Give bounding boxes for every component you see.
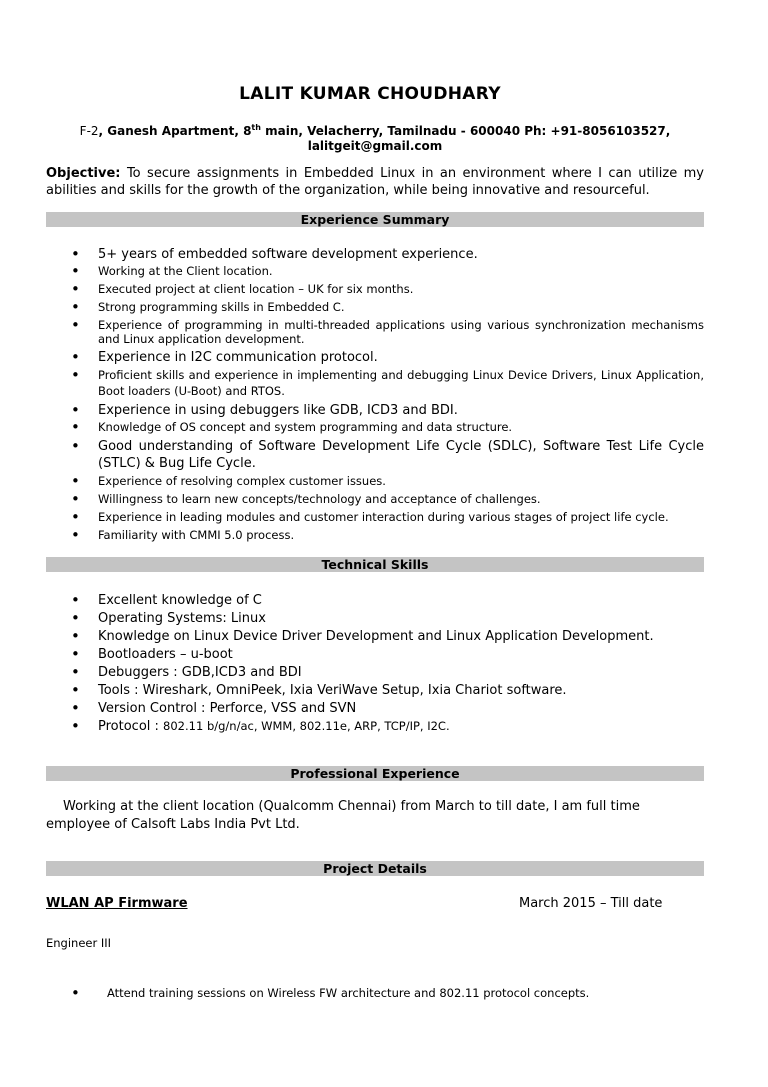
list-item: • Experience of programming in multi-threaded applications using various synchronization mechanisms and Linux application development. bbox=[46, 318, 704, 346]
list-item: • Knowledge on Linux Device Driver Development and Linux Application Development. bbox=[46, 628, 704, 645]
address-prefix: F-2 bbox=[79, 124, 99, 138]
section-project-details: Project Details bbox=[46, 861, 704, 876]
section-experience-summary: Experience Summary bbox=[46, 212, 704, 227]
project-role: Engineer III bbox=[46, 936, 112, 950]
list-item: • Operating Systems: Linux bbox=[46, 610, 704, 627]
project-title: WLAN AP Firmware bbox=[46, 896, 188, 911]
list-item: • Experience of resolving complex customer issues. bbox=[46, 474, 704, 489]
address-part1: , Ganesh Apartment, 8 bbox=[98, 124, 252, 138]
list-item: • Experience in leading modules and customer interaction during various stages of project life cycle. bbox=[46, 510, 704, 525]
list-item: • Experience in I2C communication protocol. bbox=[46, 349, 704, 366]
protocol-value: 802.11 b/g/n/ac, WMM, 802.11e, ARP, TCP/IP, I2C. bbox=[163, 719, 450, 733]
list-item: • Willingness to learn new concepts/technology and acceptance of challenges. bbox=[46, 492, 704, 507]
project-responsibilities-list bbox=[46, 986, 704, 1001]
professional-experience-text: Working at the client location (Qualcomm Chennai) from March to till date, I am full time employee of Calsoft Labs India Pvt Ltd. bbox=[46, 799, 640, 832]
list-item: • Tools : Wireshark, OmniPeek, Ixia VeriWave Setup, Ixia Chariot software. bbox=[46, 682, 704, 699]
technical-skills-list bbox=[46, 592, 704, 736]
list-item: • Attend training sessions on Wireless FW architecture and 802.11 protocol concepts. bbox=[46, 986, 704, 1001]
contact-email: lalitgeit@gmail.com bbox=[307, 139, 443, 153]
list-item-protocol bbox=[46, 718, 704, 735]
objective-label: Objective: bbox=[46, 166, 121, 181]
contact-address bbox=[0, 120, 750, 154]
list-item: • Strong programming skills in Embedded C. bbox=[46, 300, 704, 315]
objective-text: To secure assignments in Embedded Linux in an environment where I can utilize my abilities and skills for the growth of the organization, while being innovative and resourceful. bbox=[46, 166, 704, 198]
list-item: • Debuggers : GDB,ICD3 and BDI bbox=[46, 664, 704, 681]
list-item: • Knowledge of OS concept and system programming and data structure. bbox=[46, 420, 704, 435]
objective bbox=[46, 165, 704, 199]
list-item: • Proficient skills and experience in implementing and debugging Linux Device Drivers, Linux Application, Boot loaders (U-Boot) and RTOS. bbox=[46, 367, 704, 399]
section-professional-experience: Professional Experience bbox=[46, 766, 704, 781]
address-part2: main, Velacherry, Tamilnadu - 600040 Ph: +91-8056103527, bbox=[260, 124, 671, 138]
list-item: • Version Control : Perforce, VSS and SVN bbox=[46, 700, 704, 717]
list-item: • Executed project at client location – UK for six months. bbox=[46, 282, 704, 297]
list-item: • Bootloaders – u-boot bbox=[46, 646, 704, 663]
list-item: • Familiarity with CMMI 5.0 process. bbox=[46, 528, 704, 543]
list-item: • 5+ years of embedded software development experience. bbox=[46, 246, 704, 263]
experience-summary-list bbox=[46, 246, 704, 546]
project-date: March 2015 – Till date bbox=[519, 896, 663, 911]
address-sup: th bbox=[251, 123, 261, 132]
candidate-name: LALIT KUMAR CHOUDHARY bbox=[239, 84, 501, 104]
section-technical-skills: Technical Skills bbox=[46, 557, 704, 572]
list-item: • Working at the Client location. bbox=[46, 264, 704, 279]
list-item: • Good understanding of Software Development Life Cycle (SDLC), Software Test Life Cycle (STLC) & Bug Life Cycle. bbox=[46, 438, 704, 472]
list-item: • Experience in using debuggers like GDB, ICD3 and BDI. bbox=[46, 402, 704, 419]
list-item: • Excellent knowledge of C bbox=[46, 592, 704, 609]
protocol-label: Protocol : bbox=[98, 719, 164, 734]
